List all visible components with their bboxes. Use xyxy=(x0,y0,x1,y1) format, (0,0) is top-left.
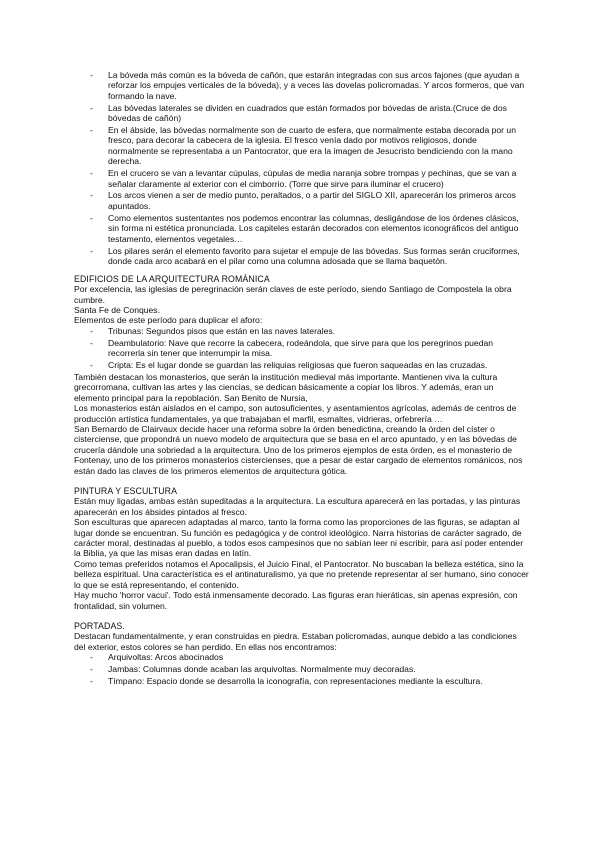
list-item: - Las bóvedas laterales se dividen en cuadrados que están formados por bóvedas de arista.(Cruce de dos bóvedas de cañón) xyxy=(74,103,529,124)
list-item: - En el ábside, las bóvedas normalmente son de cuarto de esfera, que normalmente estaba decorada por un fresco, para decorar la cabecera de la iglesia. El fresco venía dado por motivos religiosos, donde normalmente se representaba a un Pantocrator, que era la imagen de Jesucristo bendiciendo con la mano derecha. xyxy=(74,125,529,167)
document-page xyxy=(74,70,529,688)
pintura-section xyxy=(74,486,529,611)
paragraph: Los monasterios están aislados en el campo, son autosuficientes, y asentamientos agrícolas, además de centros de producción artística fundamentales, ya que trabajaban el marfil, esmaltes, vidrieras, orfebrería … xyxy=(74,403,517,424)
section-heading: PINTURA Y ESCULTURA xyxy=(74,486,178,497)
list-item: - Arquivoltas: Arcos abocinados xyxy=(74,652,529,662)
paragraph: Santa Fe de Conques. xyxy=(74,305,160,316)
paragraph: También destacan los monasterios, que serán la institución medieval más importante. Mantienen viva la cultura grecorromana, cultivan las artes y las ciencias, se dedican básicamente a copiar los libros. Y además, eran un elemento principal para la repoblación. San Benito de Nursia, xyxy=(74,371,498,403)
list-item: - Cripta: Es el lugar donde se guardan las reliquias religiosas que fueron saqueadas en las cruzadas. xyxy=(74,360,529,370)
section-heading: EDIFICIOS DE LA ARQUITECTURA ROMÁNICA xyxy=(74,273,270,284)
paragraph: Destacan fundamentalmente, y eran construidas en piedra. Estaban policromadas, aunque debido a las condiciones del exterior, estos colores se han perdido. En ellas nos encontramos: xyxy=(74,631,517,652)
arquitectura-bullet-list xyxy=(74,70,529,266)
paragraph: Están muy ligadas, ambas están supeditadas a la arquitectura. La escultura aparecerá en las portadas, y las pinturas aparecerán en los ábsides pintados al fresco. xyxy=(74,496,521,517)
paragraph: San Bernardo de Clairvaux decide hacer una reforma sobre la órden benedictina, creando la órden del císter o cisterciense, que propondrá un nuevo modelo de arquitectura que se basa en el arco apuntado, y en las bóvedas de crucería dándole una sobriedad a la arquitectura. Uno de los primeros ejemplos de esta órden, es el monasterio de Fontenay, uno de los primeros monasterios cistercienses, que a pesar de estar cargado de elementos románicos, nos están dado las claves de los primeros elementos de arquitectura gótica. xyxy=(74,424,523,476)
list-item: - La bóveda más común es la bóveda de cañón, que estarán integradas con sus arcos fajones (que ayudan a reforzar los empujes verticales de la bóveda), y a veces las dovelas policromadas. Y arcos formeros, que van formando la nave. xyxy=(74,70,529,101)
list-item: - Tribunas: Segundos pisos que están en las naves laterales. xyxy=(74,326,529,336)
paragraph: Como temas preferidos notamos el Apocalipsis, el Juicio Final, el Pantocrator. No buscaban la belleza estética, sino la belleza espiritual. Una característica es el antinaturalismo, ya que no pretende representar al ser humano, sino conocer lo que se está representando, el contenido. xyxy=(74,558,529,590)
list-item: - Jambas: Columnas donde acaban las arquivoltas. Normalmente muy decoradas. xyxy=(74,664,529,674)
portadas-section xyxy=(74,621,529,686)
aforo-bullet-list xyxy=(74,326,529,371)
paragraph: Elementos de este período para duplicar el aforo: xyxy=(74,315,263,326)
paragraph: Hay mucho 'horror vacui'. Todo está inmensamente decorado. Las figuras eran hieráticas, sin apenas expresión, con frontalidad, sin volumen. xyxy=(74,590,518,611)
list-item: - Como elementos sustentantes nos podemos encontrar las columnas, desligándose de los órdenes clásicos, sin forma ni estética pronunciada. Los capiteles estarán decorados con elementos iconográficos del antiguo testamento, elementos vegetales… xyxy=(74,213,529,244)
portadas-bullet-list xyxy=(74,652,529,686)
edificios-section xyxy=(74,274,529,476)
section-heading: PORTADAS. xyxy=(74,620,125,631)
list-item: - En el crucero se van a levantar cúpulas, cúpulas de media naranja sobre trompas y pechinas, que se van a señalar claramente al exterior con el cimborrio. (Torre que sirve para iluminar el crucero) xyxy=(74,168,529,189)
list-item: - Los pilares serán el elemento favorito para sujetar el empuje de las bóvedas. Sus formas serán cruciformes, donde cada arco acabará en el pilar como una columna adosada que se llama baquetón. xyxy=(74,246,529,267)
paragraph: Son esculturas que aparecen adaptadas al marco, tanto la forma como las proporciones de las figuras, se adaptan al lugar donde se encuentran. Su función es pedagógica y de control ideológico. Narra historias de carácter sagrado, de carácter moral, destinadas al pueblo, a todos esos campesinos que no sabían leer ni escribir, para así poder entender la Biblia, ya que las misas eran dadas en latín. xyxy=(74,517,524,559)
paragraph: Por excelencia, las iglesias de peregrinación serán claves de este período, siendo Santiago de Compostela la obra cumbre. xyxy=(74,284,512,305)
list-item: - Deambulatorio: Nave que recorre la cabecera, rodeándola, que sirve para que los peregrinos puedan recorrerla sin tener que interrumpir la misa. xyxy=(74,338,529,359)
list-item: - Los arcos vienen a ser de medio punto, peraltados, o a partir del SIGLO XII, aparecerán los primeros arcos apuntados. xyxy=(74,190,529,211)
list-item: - Tímpano: Espacio donde se desarrolla la iconografía, con representaciones mediante la escultura. xyxy=(74,676,529,686)
